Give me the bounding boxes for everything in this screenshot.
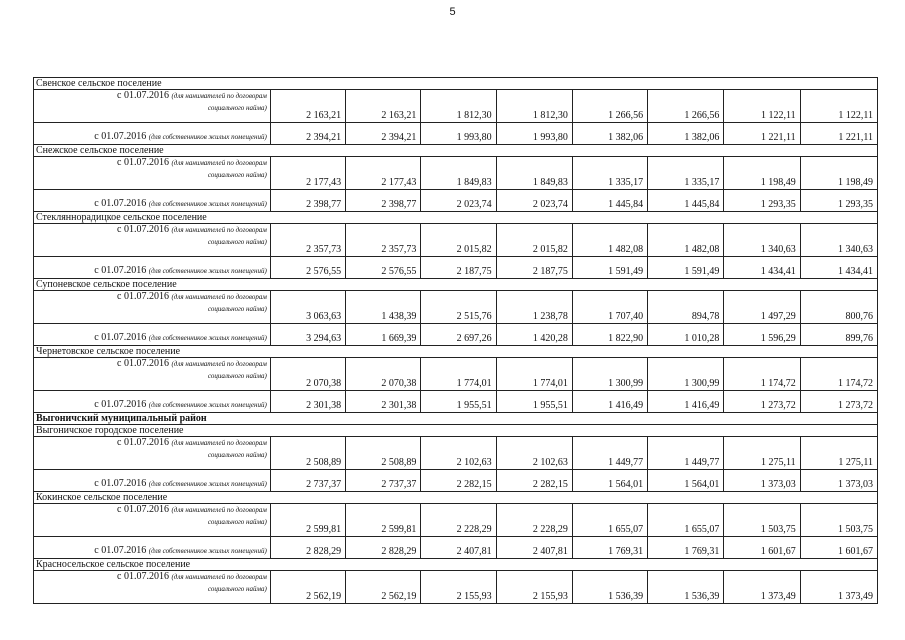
tariff-value: 1 955,51 [421,391,496,413]
tariff-value: 1 420,28 [496,324,572,346]
label-date: с 01.07.2016 [117,224,169,235]
tariff-value: 1 174,72 [800,358,877,391]
tariff-value: 800,76 [800,291,877,324]
settlement-header-row [34,145,878,157]
tariff-value: 2 177,43 [270,157,345,190]
label-date: с 01.07.2016 [117,90,169,101]
row-label [34,257,271,279]
tariff-value: 2 828,29 [270,537,345,559]
tenants-tariff-row [34,358,878,391]
tariff-value: 894,78 [648,291,724,324]
tariff-value: 2 228,29 [496,504,572,537]
settlement-title: Выгоничский муниципальный район [34,413,878,425]
tariff-value: 1 221,11 [800,123,877,145]
owners-tariff-row [34,123,878,145]
tariff-value: 1 822,90 [572,324,647,346]
tariff-value: 2 576,55 [270,257,345,279]
label-date: с 01.07.2016 [117,504,169,515]
tariff-value: 1 449,77 [648,437,724,470]
label-owners: (для собственников жилых помещений) [148,334,267,342]
row-label [34,537,271,559]
label-owners: (для собственников жилых помещений) [148,133,267,141]
settlement-header-row [34,425,878,437]
tenants-tariff-row [34,157,878,190]
row-label [34,437,271,470]
tariff-value: 1 340,63 [800,224,877,257]
tariff-value: 1 198,49 [724,157,800,190]
tariff-value: 2 737,37 [270,470,345,492]
tariff-value: 1 655,07 [572,504,647,537]
label-date: с 01.07.2016 [117,437,169,448]
tariff-value: 1 596,29 [724,324,800,346]
label-date: с 01.07.2016 [94,131,147,142]
label-tenants-cont: социального найма) [207,305,267,313]
label-date: с 01.07.2016 [94,198,147,209]
label-tenants-cont: социального найма) [207,518,267,526]
tariff-value: 1 536,39 [648,571,724,604]
tariff-value: 1 373,49 [724,571,800,604]
label-owners: (для собственников жилых помещений) [148,401,267,409]
tariff-value: 2 398,77 [346,190,421,212]
tariff-value: 1 482,08 [648,224,724,257]
tariff-value: 1 010,28 [648,324,724,346]
tariff-value: 1 174,72 [724,358,800,391]
tariff-value: 2 070,38 [270,358,345,391]
tariff-value: 1 536,39 [572,571,647,604]
tariff-value: 2 155,93 [496,571,572,604]
settlement-header-row [34,279,878,291]
tariff-value: 1 769,31 [648,537,724,559]
tariff-value: 1 774,01 [421,358,496,391]
label-date: с 01.07.2016 [94,332,147,343]
tariff-value: 2 515,76 [421,291,496,324]
label-tenants: (для нанимателей по договорам [171,573,267,581]
label-owners: (для собственников жилых помещений) [148,267,267,275]
tariff-value: 2 737,37 [346,470,421,492]
tariff-value: 1 445,84 [648,190,724,212]
settlement-header-row [34,78,878,90]
tariff-value: 3 063,63 [270,291,345,324]
row-label [34,571,271,604]
label-date: с 01.07.2016 [94,478,147,489]
label-tenants: (для нанимателей по договорам [171,226,267,234]
district-header-row [34,413,878,425]
tariff-value: 1 564,01 [572,470,647,492]
label-tenants: (для нанимателей по договорам [171,439,267,447]
tariff-value: 2 102,63 [421,437,496,470]
tariff-value: 2 015,82 [421,224,496,257]
tariff-value: 2 599,81 [270,504,345,537]
tariff-value: 2 187,75 [421,257,496,279]
label-tenants-cont: социального найма) [207,451,267,459]
tariff-value: 2 177,43 [346,157,421,190]
settlement-title: Выгоничское городское поселение [34,425,878,437]
label-tenants-cont: социального найма) [207,171,267,179]
tariff-value: 1 382,06 [572,123,647,145]
tariff-value: 1 601,67 [724,537,800,559]
tenants-tariff-row [34,90,878,123]
settlement-title: Свенское сельское поселение [34,78,878,90]
tariff-value: 2 228,29 [421,504,496,537]
tariff-value: 2 508,89 [346,437,421,470]
tariff-value: 1 416,49 [648,391,724,413]
label-tenants: (для нанимателей по договорам [171,159,267,167]
row-label [34,470,271,492]
label-date: с 01.07.2016 [94,265,147,276]
row-label [34,391,271,413]
tariff-value: 1 482,08 [572,224,647,257]
row-label [34,123,271,145]
tariff-value: 2 407,81 [421,537,496,559]
row-label [34,190,271,212]
tenants-tariff-row [34,571,878,604]
tariff-value: 1 273,72 [800,391,877,413]
label-date: с 01.07.2016 [94,399,147,410]
label-date: с 01.07.2016 [94,545,147,556]
tariff-value: 1 382,06 [648,123,724,145]
row-label [34,224,271,257]
label-tenants: (для нанимателей по договорам [171,506,267,514]
tariff-value: 2 562,19 [346,571,421,604]
tariff-value: 1 993,80 [421,123,496,145]
label-tenants-cont: социального найма) [207,104,267,112]
tariff-value: 1 335,17 [648,157,724,190]
tariff-value: 2 155,93 [421,571,496,604]
tariff-value: 1 707,40 [572,291,647,324]
label-owners: (для собственников жилых помещений) [148,547,267,555]
tariff-value: 1 993,80 [496,123,572,145]
tariff-value: 1 416,49 [572,391,647,413]
page-number: 5 [449,6,456,18]
tariff-value: 2 023,74 [421,190,496,212]
tariff-value: 1 769,31 [572,537,647,559]
settlement-title: Стекляннорадицкое сельское поселение [34,212,878,224]
label-tenants-cont: социального найма) [207,372,267,380]
tariff-value: 1 591,49 [572,257,647,279]
tariff-value: 2 357,73 [270,224,345,257]
tenants-tariff-row [34,224,878,257]
tariff-value: 1 849,83 [496,157,572,190]
tariff-value: 1 373,03 [724,470,800,492]
tariff-value: 1 221,11 [724,123,800,145]
tariff-value: 2 576,55 [346,257,421,279]
tariff-value: 1 655,07 [648,504,724,537]
settlement-title: Супоневское сельское поселение [34,279,878,291]
label-tenants-cont: социального найма) [207,585,267,593]
tariff-value: 2 282,15 [421,470,496,492]
tariff-value: 1 601,67 [800,537,877,559]
tariff-value: 2 394,21 [270,123,345,145]
tariff-value: 2 394,21 [346,123,421,145]
owners-tariff-row [34,190,878,212]
tenants-tariff-row [34,437,878,470]
tariff-value: 2 102,63 [496,437,572,470]
tariff-value: 1 812,30 [421,90,496,123]
tariff-value: 1 774,01 [496,358,572,391]
tariff-value: 1 266,56 [572,90,647,123]
tariff-value: 2 015,82 [496,224,572,257]
owners-tariff-row [34,391,878,413]
label-date: с 01.07.2016 [117,291,169,302]
tariff-value: 2 562,19 [270,571,345,604]
tariff-value: 2 163,21 [270,90,345,123]
tariff-value: 2 187,75 [496,257,572,279]
tariff-value: 2 357,73 [346,224,421,257]
label-date: с 01.07.2016 [117,157,169,168]
tariff-value: 1 122,11 [724,90,800,123]
row-label [34,90,271,123]
settlement-header-row [34,212,878,224]
owners-tariff-row [34,324,878,346]
tariff-value: 1 275,11 [800,437,877,470]
settlement-header-row [34,492,878,504]
tariff-value: 2 398,77 [270,190,345,212]
tariff-value: 1 273,72 [724,391,800,413]
label-date: с 01.07.2016 [117,358,169,369]
tariff-value: 1 300,99 [572,358,647,391]
tariff-value: 1 373,49 [800,571,877,604]
label-date: с 01.07.2016 [117,571,169,582]
tariff-value: 1 955,51 [496,391,572,413]
tariff-value: 1 669,39 [346,324,421,346]
tariff-value: 1 434,41 [800,257,877,279]
settlement-header-row [34,346,878,358]
tariff-value: 1 849,83 [421,157,496,190]
row-label [34,324,271,346]
row-label [34,504,271,537]
tariff-value: 1 293,35 [800,190,877,212]
owners-tariff-row [34,470,878,492]
row-label [34,157,271,190]
tenants-tariff-row [34,291,878,324]
settlement-title: Чернетовское сельское поселение [34,346,878,358]
tenants-tariff-row [34,504,878,537]
tariff-value: 2 407,81 [496,537,572,559]
tariff-value: 1 266,56 [648,90,724,123]
tariff-value: 2 599,81 [346,504,421,537]
tariff-value: 1 503,75 [724,504,800,537]
tariff-value: 2 282,15 [496,470,572,492]
label-owners: (для собственников жилых помещений) [148,200,267,208]
tariff-value: 2 023,74 [496,190,572,212]
tariff-value: 1 238,78 [496,291,572,324]
tariff-value: 1 438,39 [346,291,421,324]
tariff-value: 899,76 [800,324,877,346]
tariff-value: 2 301,38 [346,391,421,413]
tariff-value: 1 497,29 [724,291,800,324]
tariff-value: 1 300,99 [648,358,724,391]
label-tenants: (для нанимателей по договорам [171,360,267,368]
label-tenants: (для нанимателей по договорам [171,92,267,100]
tariff-value: 1 335,17 [572,157,647,190]
tariff-value: 1 340,63 [724,224,800,257]
owners-tariff-row [34,257,878,279]
tariff-value: 1 449,77 [572,437,647,470]
tariff-value: 1 198,49 [800,157,877,190]
tariff-value: 2 508,89 [270,437,345,470]
tariff-value: 1 445,84 [572,190,647,212]
tariff-value: 1 293,35 [724,190,800,212]
row-label [34,291,271,324]
settlement-title: Кокинское сельское поселение [34,492,878,504]
tariff-value: 1 275,11 [724,437,800,470]
label-tenants-cont: социального найма) [207,238,267,246]
tariff-value: 1 591,49 [648,257,724,279]
tariff-value: 2 070,38 [346,358,421,391]
tariff-value: 1 564,01 [648,470,724,492]
tariff-value: 1 503,75 [800,504,877,537]
settlement-title: Красносельское сельское поселение [34,559,878,571]
row-label [34,358,271,391]
owners-tariff-row [34,537,878,559]
tariff-value: 2 301,38 [270,391,345,413]
tariff-value: 2 828,29 [346,537,421,559]
label-tenants: (для нанимателей по договорам [171,293,267,301]
tariff-value: 1 434,41 [724,257,800,279]
tariff-value: 1 373,03 [800,470,877,492]
tariff-value: 3 294,63 [270,324,345,346]
tariff-value: 1 122,11 [800,90,877,123]
settlement-header-row [34,559,878,571]
settlement-title: Снежское сельское поселение [34,145,878,157]
tariff-value: 2 697,26 [421,324,496,346]
tariff-value: 1 812,30 [496,90,572,123]
label-owners: (для собственников жилых помещений) [148,480,267,488]
tariff-table [33,77,878,604]
tariff-value: 2 163,21 [346,90,421,123]
